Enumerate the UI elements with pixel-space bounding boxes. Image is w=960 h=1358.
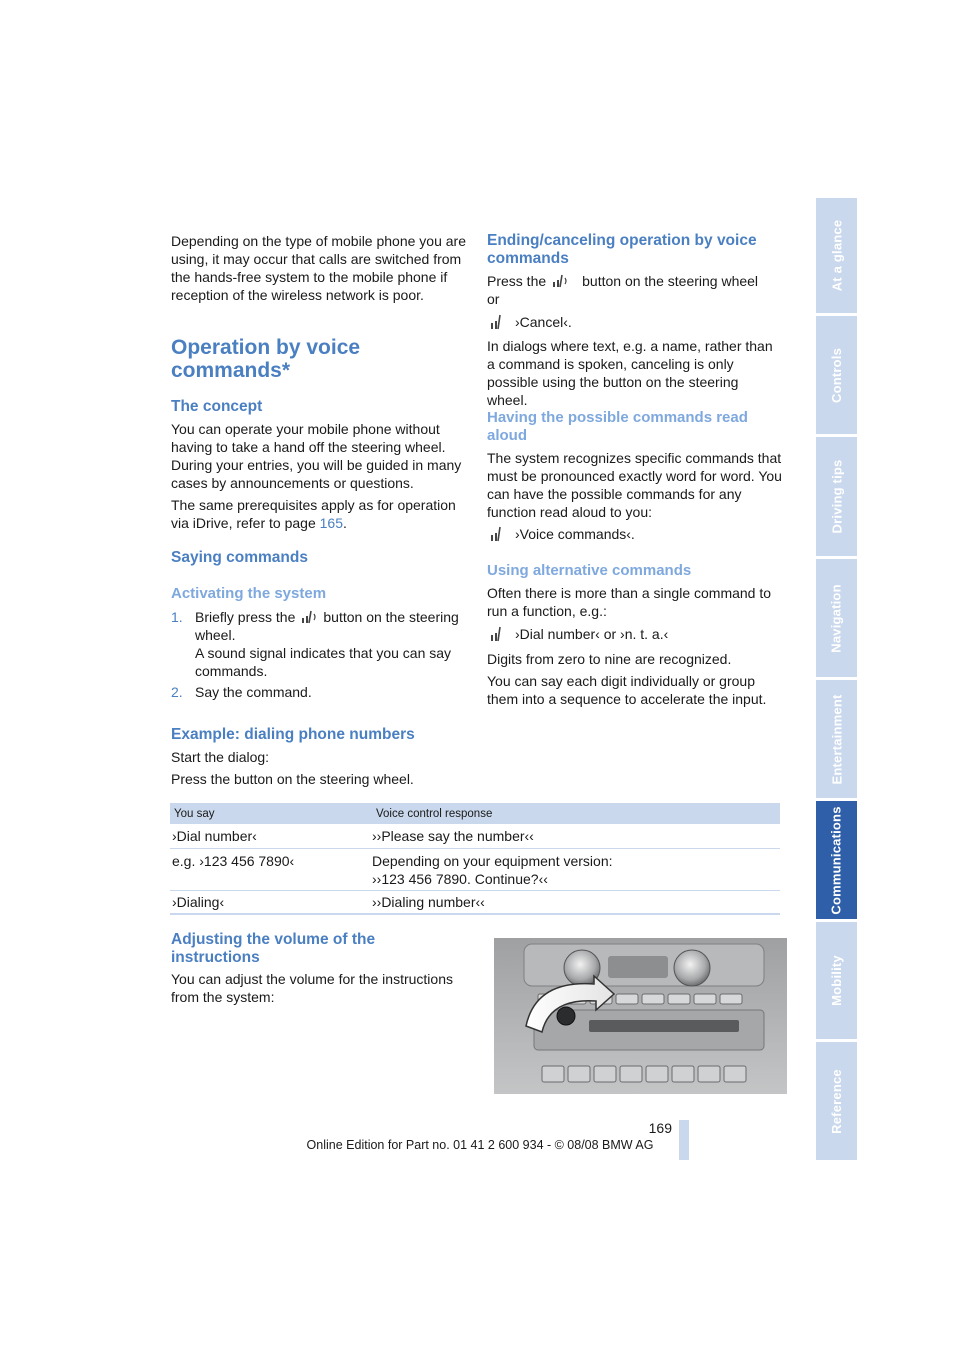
- each-digit-paragraph: You can say each digit individually or group them into a sequence to accelerate the input.: [487, 673, 767, 707]
- example-heading: Example: dialing phone numbers: [171, 726, 415, 743]
- table-row: ›Dial number‹ ››Please say the number‹‹: [170, 824, 780, 849]
- cancel-voice-command: ›Cancel‹.: [487, 313, 572, 331]
- start-dialog-text: Start the dialog:: [171, 749, 270, 765]
- tab-reference[interactable]: Reference: [816, 1042, 857, 1160]
- step-1: 1. Briefly press the button on the steering wheel. A sound signal indicates that you can say commands.: [171, 609, 459, 679]
- voice-command-icon: [487, 525, 509, 543]
- tab-mobility[interactable]: Mobility: [816, 922, 857, 1039]
- dialogs-paragraph: In dialogs where text, e.g. a name, rather than a command is spoken, canceling is only possible using the button on the steering wheel.: [487, 338, 773, 408]
- press-button-text: Press the button on the steering wheel.: [171, 771, 414, 787]
- page-number: 169: [648, 1120, 672, 1136]
- concept-heading: The concept: [171, 398, 263, 415]
- or-text: or: [487, 291, 500, 307]
- voice-command-icon: [487, 625, 509, 643]
- table-header: You say Voice control response: [170, 803, 780, 824]
- alternative-commands-heading: Using alternative commands: [487, 562, 692, 579]
- section-title: Operation by voice commands*: [171, 336, 361, 382]
- prerequisites-paragraph: The same prerequisites apply as for operation via iDrive, refer to page 165.: [171, 497, 456, 531]
- activating-heading: Activating the system: [171, 585, 327, 602]
- tab-controls[interactable]: Controls: [816, 316, 857, 434]
- tab-navigation[interactable]: Navigation: [816, 559, 857, 677]
- voice-commands-command: ›Voice commands‹.: [487, 525, 635, 543]
- volume-heading: Adjusting the volume of the instructions: [171, 931, 376, 966]
- read-aloud-paragraph: The system recognizes specific commands that must be pronounced exactly word for word. You can have the possible commands for any function read aloud to you:: [487, 450, 782, 520]
- voice-button-icon: [550, 273, 570, 289]
- step-2: 2. Say the command.: [171, 684, 312, 700]
- tab-entertainment[interactable]: Entertainment: [816, 680, 857, 798]
- dial-number-command: ›Dial number‹ or ›n. t. a.‹: [487, 625, 668, 643]
- digits-paragraph: Digits from zero to nine are recognized.: [487, 651, 732, 667]
- footer-edition-text: Online Edition for Part no. 01 41 2 600 934 - © 08/08 BMW AG: [306, 1138, 654, 1152]
- voice-dialog-table: [170, 803, 780, 915]
- concept-paragraph: You can operate your mobile phone without having to take a hand off the steering wheel. During your entries, you will be guided in many cases by announcements or questions.: [171, 421, 462, 491]
- voice-button-icon: [299, 609, 319, 625]
- alternative-paragraph: Often there is more than a single command to run a function, e.g.:: [487, 585, 772, 619]
- read-aloud-heading: Having the possible commands read aloud: [487, 409, 748, 444]
- voice-command-icon: [487, 313, 509, 331]
- page-reference-link[interactable]: 165: [319, 515, 343, 531]
- tab-driving-tips[interactable]: Driving tips: [816, 437, 857, 556]
- volume-knob-illustration: [494, 938, 787, 1094]
- press-button-line: Press the button on the steering wheel: [487, 273, 759, 289]
- table-row: e.g. ›123 456 7890‹ Depending on your equipment version: ››123 456 7890. Continue?‹‹: [170, 849, 780, 891]
- chapter-sidebar: [816, 198, 857, 1160]
- ending-heading: Ending/canceling operation by voice commands: [487, 232, 757, 267]
- table-row: ›Dialing‹ ››Dialing number‹‹: [170, 891, 780, 915]
- tab-at-a-glance[interactable]: At a glance: [816, 198, 857, 313]
- saying-commands-heading: Saying commands: [171, 549, 308, 566]
- intro-paragraph: Depending on the type of mobile phone you are using, it may occur that calls are switched from the hands-free system to the mobile phone if reception of the wireless network is poor.: [171, 233, 466, 303]
- tab-communications[interactable]: Communications: [816, 801, 857, 919]
- volume-paragraph: You can adjust the volume for the instructions from the system:: [171, 971, 453, 1005]
